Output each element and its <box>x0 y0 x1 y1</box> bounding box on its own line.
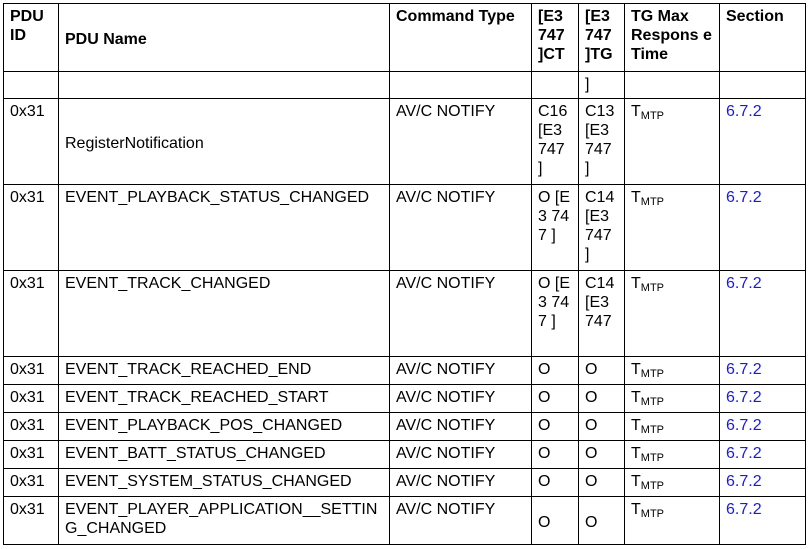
tg-cell: O <box>579 497 625 545</box>
ct-cell: O <box>532 469 579 497</box>
command-type-cell: AV/C NOTIFY <box>390 497 532 545</box>
section-link[interactable]: 6.7.2 <box>726 103 762 120</box>
section-cell[interactable] <box>720 497 806 545</box>
command-type-cell: AV/C NOTIFY <box>390 413 532 441</box>
cell-empty <box>59 72 390 99</box>
section-cell[interactable] <box>720 99 806 185</box>
section-cell[interactable] <box>720 413 806 441</box>
response-time-cell <box>625 99 720 185</box>
pdu-name-cell: RegisterNotification <box>59 99 390 185</box>
table-row <box>4 385 806 413</box>
pdu-name-cell: EVENT_TRACK_REACHED_END <box>59 357 390 385</box>
table-row <box>4 185 806 271</box>
pdu-name-cell: EVENT_TRACK_CHANGED <box>59 271 390 357</box>
pdu-id-cell: 0x31 <box>4 385 59 413</box>
pdu-id-cell: 0x31 <box>4 441 59 469</box>
response-time-symbol: T <box>631 473 641 490</box>
response-time-subscript: MTP <box>640 480 665 492</box>
header-tg: [E3 747 ]TG <box>579 4 625 72</box>
response-time-subscript: MTP <box>640 396 665 408</box>
tg-cell: O <box>579 385 625 413</box>
response-time-symbol: T <box>631 275 641 292</box>
header-pdu-id: PDU ID <box>4 4 59 72</box>
section-link[interactable]: 6.7.2 <box>726 361 762 378</box>
header-tg-max: TG Max Respons e Time <box>625 4 720 72</box>
cell-empty <box>390 72 532 99</box>
response-time-cell <box>625 185 720 271</box>
tg-cell: C14 [E3 747 <box>579 271 625 357</box>
table-row <box>4 469 806 497</box>
pdu-name-cell: EVENT_TRACK_REACHED_START <box>59 385 390 413</box>
tg-cell: O <box>579 357 625 385</box>
tg-cell: C13 [E3 747 ] <box>579 99 625 185</box>
table-row <box>4 99 806 185</box>
header-tg-continuation: ] <box>579 72 625 99</box>
section-link[interactable]: 6.7.2 <box>726 417 762 434</box>
command-type-cell: AV/C NOTIFY <box>390 469 532 497</box>
section-cell[interactable] <box>720 385 806 413</box>
ct-cell: O <box>532 357 579 385</box>
section-link[interactable]: 6.7.2 <box>726 445 762 462</box>
response-time-subscript: MTP <box>640 452 665 464</box>
command-type-cell: AV/C NOTIFY <box>390 385 532 413</box>
section-link[interactable]: 6.7.2 <box>726 389 762 406</box>
command-type-cell: AV/C NOTIFY <box>390 441 532 469</box>
response-time-symbol: T <box>631 501 641 518</box>
cell-empty <box>532 72 579 99</box>
pdu-name-cell: EVENT_PLAYER_APPLICATION__SETTING_CHANGED <box>59 497 390 545</box>
section-cell[interactable] <box>720 469 806 497</box>
header-section: Section <box>720 4 806 72</box>
pdu-name-cell: EVENT_BATT_STATUS_CHANGED <box>59 441 390 469</box>
ct-cell: C16 [E3 747 ] <box>532 99 579 185</box>
header-continuation-row <box>4 72 806 99</box>
cell-empty <box>720 72 806 99</box>
response-time-subscript: MTP <box>640 196 665 208</box>
pdu-id-cell: 0x31 <box>4 185 59 271</box>
response-time-subscript: MTP <box>640 110 665 122</box>
ct-cell: O <box>532 413 579 441</box>
response-time-symbol: T <box>631 389 641 406</box>
table-row <box>4 413 806 441</box>
response-time-subscript: MTP <box>640 282 665 294</box>
tg-cell: O <box>579 413 625 441</box>
ct-cell: O [E3 747 ] <box>532 271 579 357</box>
section-link[interactable]: 6.7.2 <box>726 501 762 518</box>
response-time-symbol: T <box>631 189 641 206</box>
response-time-cell <box>625 357 720 385</box>
pdu-id-cell: 0x31 <box>4 497 59 545</box>
ct-cell: O <box>532 385 579 413</box>
response-time-symbol: T <box>631 417 641 434</box>
tg-cell: C14 [E3 747 ] <box>579 185 625 271</box>
header-ct: [E3 747 ]CT <box>532 4 579 72</box>
pdu-name-cell: EVENT_SYSTEM_STATUS_CHANGED <box>59 469 390 497</box>
cell-empty <box>4 72 59 99</box>
header-pdu-name: PDU Name <box>59 4 390 72</box>
pdu-table <box>3 3 806 545</box>
response-time-subscript: MTP <box>640 368 665 380</box>
pdu-id-cell: 0x31 <box>4 357 59 385</box>
tg-cell: O <box>579 441 625 469</box>
response-time-cell <box>625 271 720 357</box>
response-time-cell <box>625 441 720 469</box>
table-row <box>4 441 806 469</box>
response-time-cell <box>625 385 720 413</box>
pdu-id-cell: 0x31 <box>4 413 59 441</box>
response-time-symbol: T <box>631 445 641 462</box>
section-cell[interactable] <box>720 357 806 385</box>
command-type-cell: AV/C NOTIFY <box>390 99 532 185</box>
section-link[interactable]: 6.7.2 <box>726 275 762 292</box>
pdu-id-cell: 0x31 <box>4 469 59 497</box>
response-time-cell <box>625 413 720 441</box>
section-cell[interactable] <box>720 185 806 271</box>
table-row <box>4 271 806 357</box>
section-cell[interactable] <box>720 441 806 469</box>
pdu-name-cell: EVENT_PLAYBACK_STATUS_CHANGED <box>59 185 390 271</box>
response-time-symbol: T <box>631 103 641 120</box>
ct-cell: O [E3 747 ] <box>532 185 579 271</box>
header-row <box>4 4 806 72</box>
response-time-symbol: T <box>631 361 641 378</box>
table-row <box>4 357 806 385</box>
section-link[interactable]: 6.7.2 <box>726 473 762 490</box>
section-link[interactable]: 6.7.2 <box>726 189 762 206</box>
section-cell[interactable] <box>720 271 806 357</box>
response-time-subscript: MTP <box>640 424 665 436</box>
table-row <box>4 497 806 545</box>
cell-empty <box>625 72 720 99</box>
command-type-cell: AV/C NOTIFY <box>390 271 532 357</box>
command-type-cell: AV/C NOTIFY <box>390 185 532 271</box>
ct-cell: O <box>532 497 579 545</box>
pdu-id-cell: 0x31 <box>4 99 59 185</box>
ct-cell: O <box>532 441 579 469</box>
response-time-cell <box>625 497 720 545</box>
tg-cell: O <box>579 469 625 497</box>
response-time-subscript: MTP <box>640 508 665 520</box>
response-time-cell <box>625 469 720 497</box>
pdu-name-cell: EVENT_PLAYBACK_POS_CHANGED <box>59 413 390 441</box>
command-type-cell: AV/C NOTIFY <box>390 357 532 385</box>
header-command-type: Command Type <box>390 4 532 72</box>
pdu-id-cell: 0x31 <box>4 271 59 357</box>
